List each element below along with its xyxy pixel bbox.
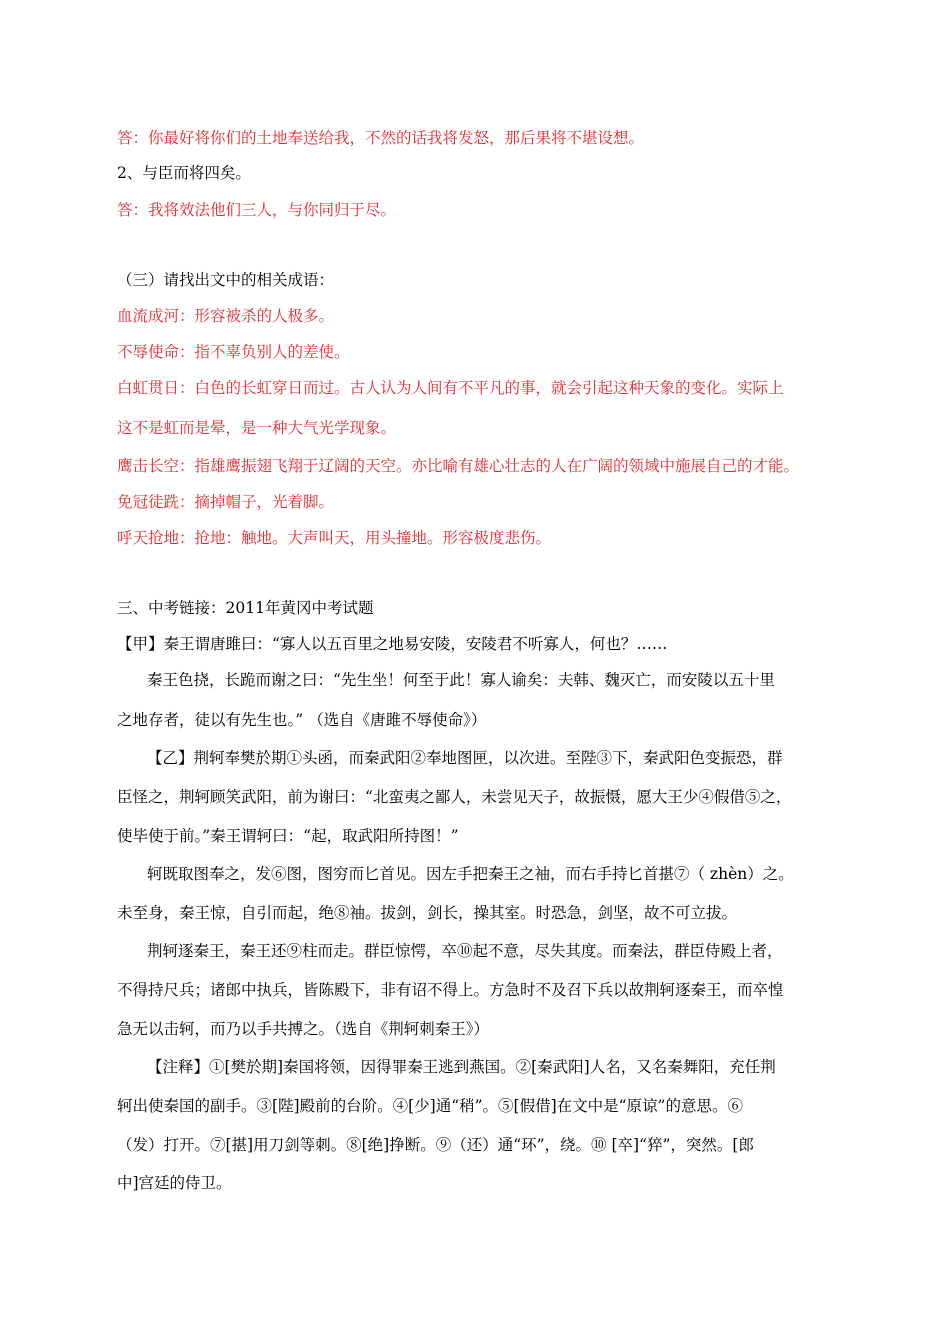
idiom-line-5: 免冠徒跣：摘掉帽子，光着脚。 bbox=[117, 493, 335, 511]
idiom-line-3: 白虹贯日：白色的长虹穿日而过。古人认为人间有不平凡的事，就会引起这种天象的变化。实际上 bbox=[117, 379, 784, 397]
passage-jia-line-1: 【甲】秦王谓唐雎曰：“寡人以五百里之地易安陵，安陵君不听寡人，何也？…… bbox=[117, 635, 668, 653]
idiom-line-4: 鹰击长空：指雄鹰振翅飞翔于辽阔的天空。亦比喻有雄心壮志的人在广阔的领域中施展自己的才能。 bbox=[117, 457, 800, 475]
answer-line-1: 答：你最好将你们的土地奉送给我，不然的话我将发怒，那后果将不堪设想。 bbox=[117, 129, 645, 147]
notes-line-3: （发）打开。⑦[揕]用刀剑等刺。⑧[绝]挣断。⑨（还）通“环”，绕。⑩ [卒]“猝”，突然。[郎 bbox=[117, 1136, 754, 1154]
idiom-line-2: 不辱使命：指不辜负别人的差使。 bbox=[117, 343, 350, 361]
passage-yi-line-2: 臣怪之，荆轲顾笑武阳，前为谢曰：“北蛮夷之鄙人，未尝见天子，故振慑，愿大王少④假借⑤之， bbox=[117, 788, 792, 806]
passage-yi-line-7: 不得持尺兵；诸郎中执兵，皆陈殿下，非有诏不得上。方急时不及召下兵以故荆轲逐秦王，而卒惶 bbox=[117, 981, 784, 999]
passage-yi-line-1: 【乙】荆轲奉樊於期①头函，而秦武阳②奉地图匣，以次进。至陛③下，秦武阳色变振恐，群 bbox=[147, 749, 783, 767]
passage-yi-line-8: 急无以击轲，而乃以手共搏之。（选自《荆轲刺秦王》） bbox=[117, 1020, 490, 1038]
notes-line-1: 【注释】①[樊於期]秦国将领，因得罪秦王逃到燕国。②[秦武阳]人名，又名秦舞阳，充任荆 bbox=[147, 1058, 776, 1076]
passage-jia-line-3: 之地存者，徒以有先生也。” （选自《唐雎不辱使命》） bbox=[117, 711, 487, 729]
passage-yi-line-4: 轲既取图奉之，发⑥图，图穷而匕首见。因左手把秦王之袖，而右手持匕首揕⑦（ zhèn）之。 bbox=[147, 865, 794, 883]
idiom-line-6: 呼天抢地：抢地：触地。大声叫天，用头撞地。形容极度悲伤。 bbox=[117, 529, 552, 547]
question-line-2: 2、与臣而将四矣。 bbox=[117, 164, 251, 182]
passage-jia-line-2: 秦王色挠，长跪而谢之曰：“先生坐！何至于此！寡人谕矣：夫韩、魏灭亡，而安陵以五十里 bbox=[147, 671, 775, 689]
idiom-line-3-cont: 这不是虹而是晕，是一种大气光学现象。 bbox=[117, 419, 397, 437]
section-heading-idioms: （三）请找出文中的相关成语： bbox=[117, 271, 335, 289]
passage-yi-line-6: 荆轲逐秦王，秦王还⑨柱而走。群臣惊愕，卒⑩起不意，尽失其度。而秦法，群臣侍殿上者， bbox=[147, 942, 783, 960]
passage-yi-line-3: 使毕使于前。”秦王谓轲曰：“起，取武阳所持图！” bbox=[117, 827, 459, 845]
section-heading-exam: 三、中考链接：2011年黄冈中考试题 bbox=[117, 599, 374, 617]
idiom-line-1: 血流成河：形容被杀的人极多。 bbox=[117, 307, 335, 325]
notes-line-2: 轲出使秦国的副手。③[陛]殿前的台阶。④[少]通“稍”。⑤[假借]在文中是“原谅”的意思。⑥ bbox=[117, 1097, 743, 1115]
passage-yi-line-5: 未至身，秦王惊，自引而起，绝⑧袖。拔剑，剑长，操其室。时恐急，剑坚，故不可立拔。 bbox=[117, 904, 738, 922]
answer-line-2: 答：我将效法他们三人，与你同归于尽。 bbox=[117, 201, 397, 219]
notes-line-4: 中]宫廷的侍卫。 bbox=[117, 1174, 232, 1192]
